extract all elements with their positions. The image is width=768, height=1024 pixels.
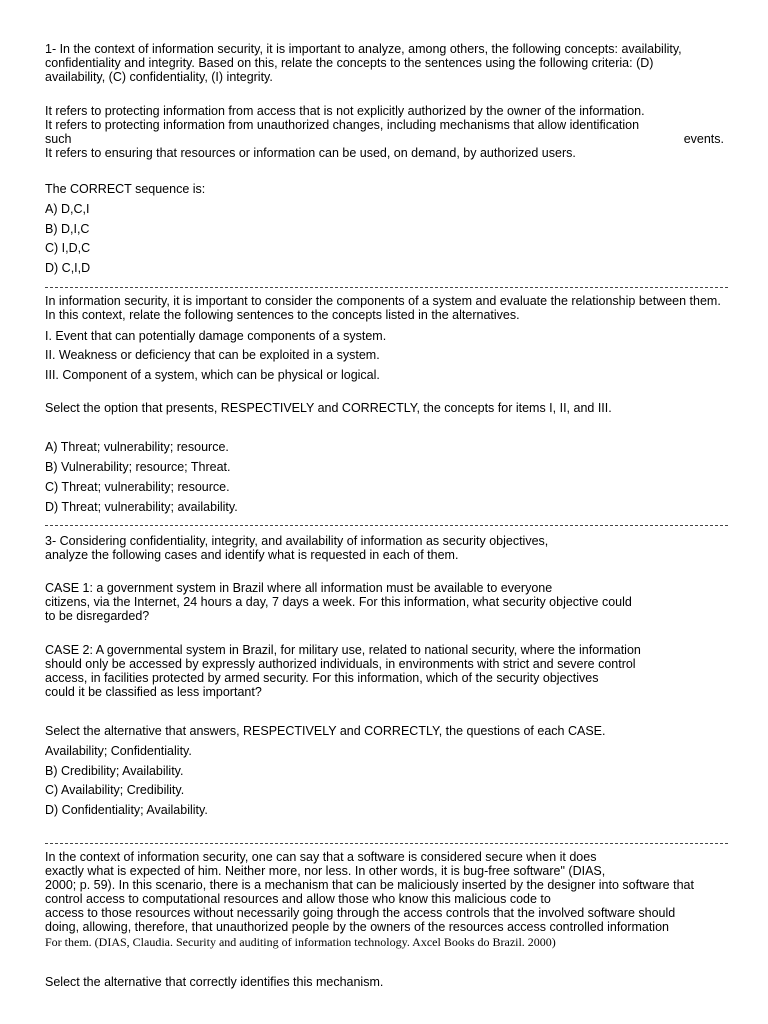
q3-case2-line: could it be classified as less important? [45,685,262,699]
q3-intro-line: analyze the following cases and identify what is requested in each of them. [45,548,459,562]
q4-intro-line: access to those resources without necessarily going through the access controls that the involved software should [45,906,676,920]
separator [45,525,728,526]
q2-option: B) Vulnerability; resource; Threat. [45,460,231,474]
q3-case2-line: CASE 2: A governmental system in Brazil, for military use, related to national security, where the information [45,643,641,657]
q2-option: C) Threat; vulnerability; resource. [45,480,230,494]
q1-sentence-fragment: such [45,132,72,146]
q1-sentence: It refers to protecting information from unauthorized changes, including mechanisms that allow identification [45,118,640,132]
q3-case2-line: access, in facilities protected by armed security. For this information, which of the security objectives [45,671,599,685]
q3-intro-line: 3- Considering confidentiality, integrity, and availability of information as security objectives, [45,534,549,548]
q4-intro-line: doing, allowing, therefore, that unauthorized people by the owners of the resources access controlled information [45,920,669,934]
q4-intro-line: In the context of information security, one can say that a software is considered secure when it does [45,850,597,864]
q3-prompt: Select the alternative that answers, RESPECTIVELY and CORRECTLY, the questions of each CASE. [45,724,606,738]
q3-option: C) Availability; Credibility. [45,783,185,797]
q2-option: A) Threat; vulnerability; resource. [45,440,229,454]
q2-prompt: Select the option that presents, RESPECTIVELY and CORRECTLY, the concepts for items I, II, and III. [45,401,612,415]
q1-sentence: It refers to protecting information from access that is not explicitly authorized by the owner of the information. [45,104,645,118]
q3-case1-line: citizens, via the Internet, 24 hours a day, 7 days a week. For this information, what security objective could [45,595,632,609]
q4-intro-line: 2000; p. 59). In this scenario, there is a mechanism that can be maliciously inserted by the designer into software that [45,878,694,892]
separator [45,843,728,844]
q2-item: I. Event that can potentially damage components of a system. [45,329,387,343]
q1-option: C) I,D,C [45,241,91,255]
q1-sentence-fragment: events. [683,132,724,146]
q1-sentence: It refers to ensuring that resources or information can be used, on demand, by authorized users. [45,146,576,160]
q1-intro-line: availability, (C) confidentiality, (I) integrity. [45,70,273,84]
q3-case1-line: to be disregarded? [45,609,150,623]
q2-item: II. Weakness or deficiency that can be exploited in a system. [45,348,380,362]
q2-item: III. Component of a system, which can be physical or logical. [45,368,380,382]
separator [45,287,728,288]
q1-option: A) D,C,I [45,202,90,216]
q1-intro-line: confidentiality and integrity. Based on this, relate the concepts to the sentences using the following criteria: (D) [45,56,654,70]
q3-case2-line: should only be accessed by expressly authorized individuals, in environments with strict and severe control [45,657,636,671]
q1-intro-line: 1- In the context of information security, it is important to analyze, among others, the following concepts: availability, [45,42,682,56]
q2-intro-line: In this context, relate the following sentences to the concepts listed in the alternatives. [45,308,520,322]
q3-case1-line: CASE 1: a government system in Brazil where all information must be available to everyone [45,581,553,595]
q1-option: B) D,I,C [45,222,90,236]
q3-option: B) Credibility; Availability. [45,764,184,778]
q1-option: D) C,I,D [45,261,91,275]
q1-prompt: The CORRECT sequence is: [45,182,206,196]
q2-intro-line: In information security, it is important to consider the components of a system and evaluate the relationship between them. [45,294,721,308]
q4-intro-line: control access to computational resources and allow those who know this malicious code to [45,892,551,906]
q2-option: D) Threat; vulnerability; availability. [45,500,238,514]
q4-prompt: Select the alternative that correctly identifies this mechanism. [45,975,384,989]
q4-citation: For them. (DIAS, Claudia. Security and auditing of information technology. Axcel Books do Brazil. 2000) [45,935,556,949]
q4-intro-line: exactly what is expected of him. Neither more, nor less. In other words, it is bug-free software" (DIAS, [45,864,606,878]
q3-option: D) Confidentiality; Availability. [45,803,208,817]
q3-option: Availability; Confidentiality. [45,744,192,758]
